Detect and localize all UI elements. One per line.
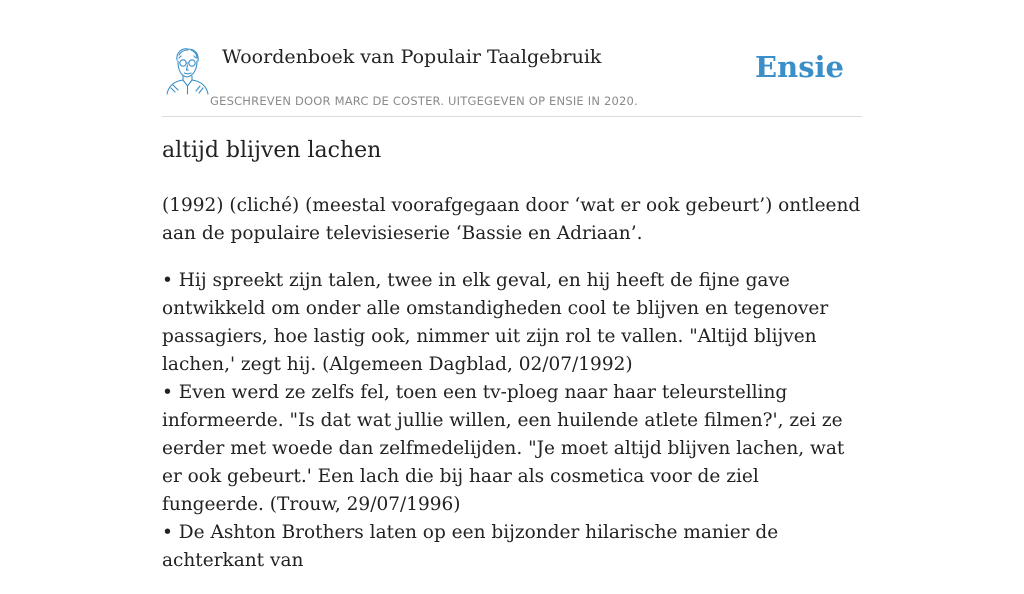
- entry-content: [162, 192, 862, 594]
- entry-title: altijd blijven lachen: [162, 138, 382, 163]
- quote-item: • Even werd ze zelfs fel, toen een tv-ploeg naar haar teleurstelling informeerde. "Is dat wat jullie willen, een huilende atlete filmen?', zei ze eerder met woede dan zelfmedelijden. "Je moet altijd blijven lachen, wat er ook gebeurt.' Een lach die bij haar als cosmetica voor de ziel fungeerde. (Trouw, 29/07/1996): [162, 382, 845, 515]
- author-portrait-icon[interactable]: [164, 46, 210, 96]
- page: [162, 0, 862, 571]
- byline: GESCHREVEN DOOR MARC DE COSTER. UITGEGEVEN OP ENSIE IN 2020.: [210, 94, 638, 108]
- quote-item: • De Ashton Brothers laten op een bijzonder hilarische manier de achterkant van: [162, 522, 779, 571]
- entry-definition: (1992) (cliché) (meestal voorafgegaan door ‘wat er ook gebeurt’) ontleend aan de populaire televisieserie ‘Bassie en Adriaan’.: [162, 195, 861, 244]
- header: [162, 0, 862, 117]
- quote-item: • Hij spreekt zijn talen, twee in elk geval, en hij heeft de fijne gave ontwikkeld om onder alle omstandigheden cool te blijven en tegenover passagiers, hoe lastig ook, nimmer uit zijn rol te vallen. "Altijd blijven lachen,' zegt hij. (Algemeen Dagblad, 02/07/1992): [162, 270, 829, 375]
- entry-quotes: [162, 267, 862, 575]
- book-title[interactable]: Woordenboek van Populair Taalgebruik: [222, 46, 602, 68]
- brand-logo[interactable]: Ensie: [755, 50, 844, 84]
